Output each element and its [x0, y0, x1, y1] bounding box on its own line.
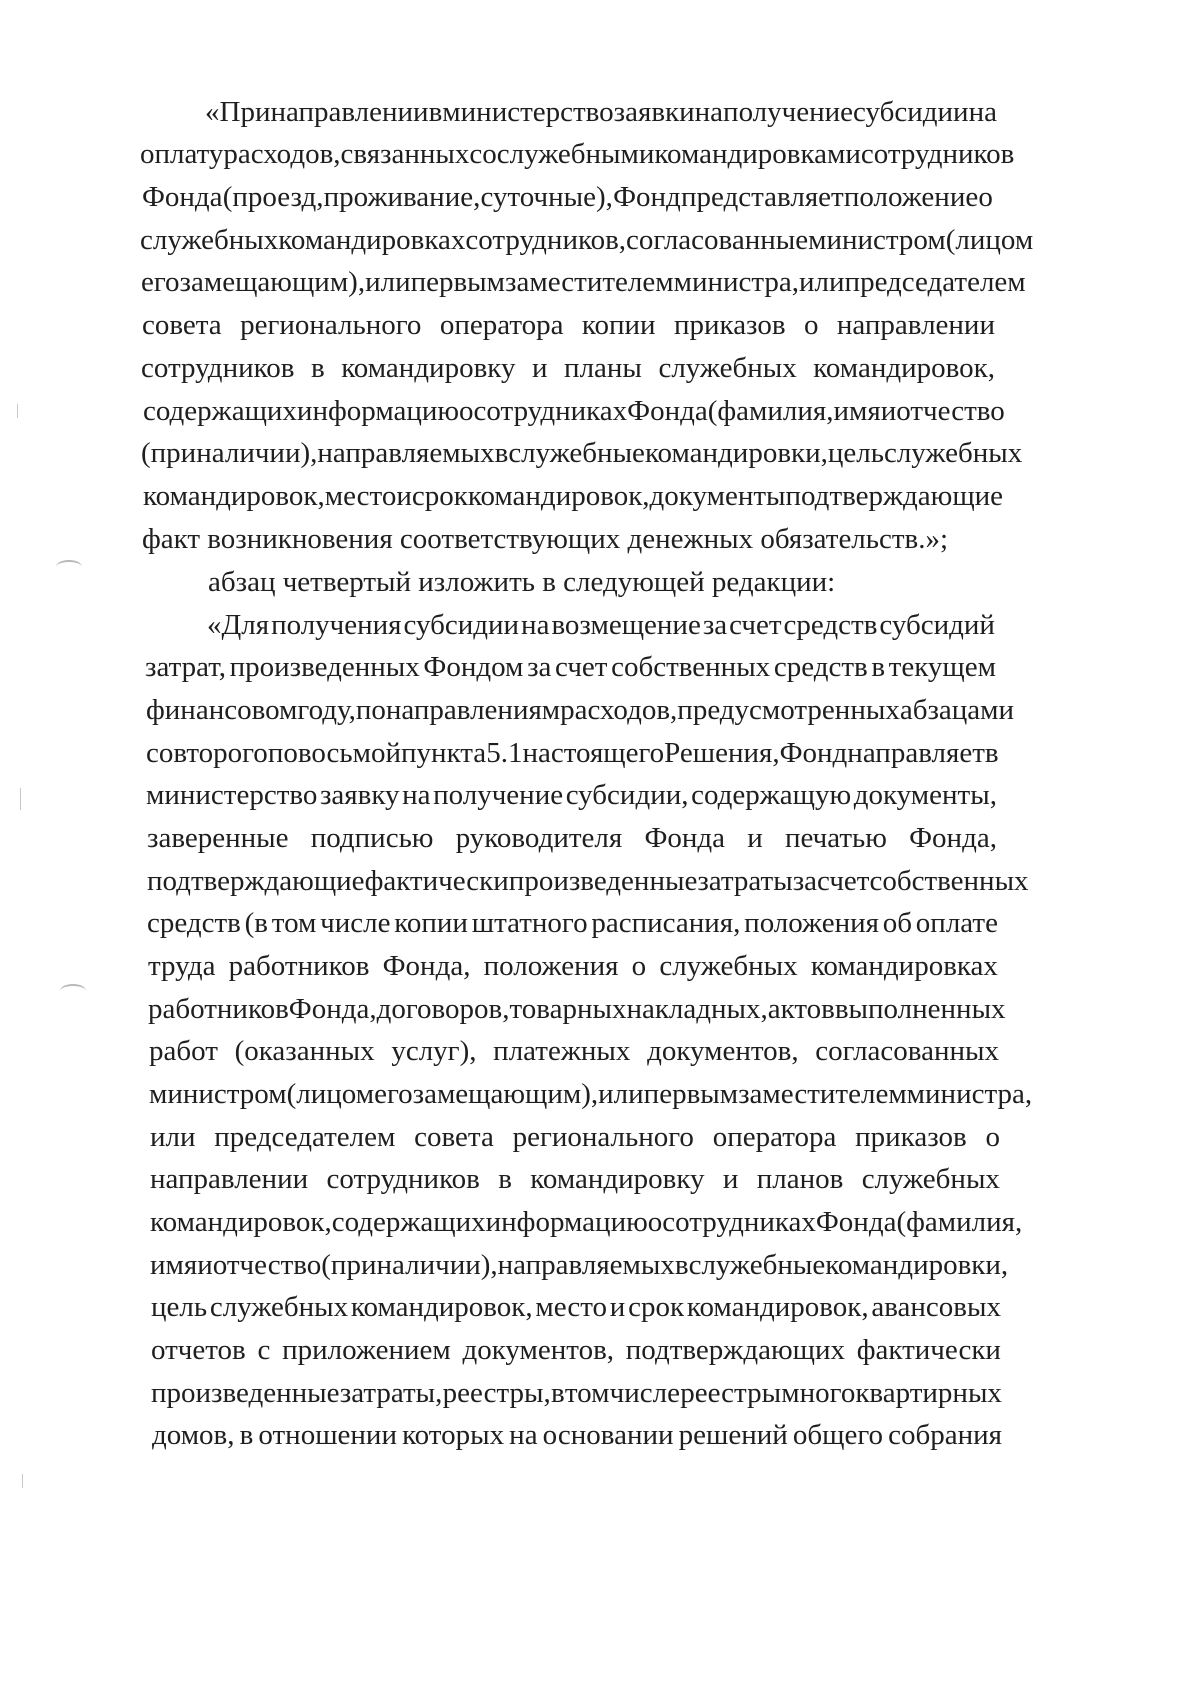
text-line: факт возникновения соответствующих денежных обязательств.»; [142, 523, 949, 555]
scan-edge-mark [17, 404, 18, 418]
text-line: его замещающим), или первым заместителем министра, или председателем [141, 266, 1026, 298]
text-line: направлении сотрудников в командировку и планов служебных [150, 1163, 1000, 1195]
text-line: труда работников Фонда, положения о служебных командировках [148, 950, 998, 982]
text-line: командировок, место и срок командировок, документы подтверждающие [143, 480, 1004, 512]
text-line: «При направлении в министерство заявки на получение субсидии на [205, 96, 997, 128]
text-line: оплату расходов, связанных со служебными командировками сотрудников [140, 138, 1015, 170]
text-line: (при наличии), направляемых в служебные командировки, цель служебных [141, 437, 1023, 469]
text-line: совета регионального оператора копии приказов о направлении [142, 309, 995, 341]
text-line: работников Фонда, договоров, товарных накладных, актов выполненных [148, 993, 1006, 1025]
binder-hole-mark [56, 560, 82, 574]
text-line: отчетов с приложением документов, подтверждающих фактически [151, 1334, 1001, 1366]
text-line: заверенные подписью руководителя Фонда и печатью Фонда, [147, 822, 997, 854]
text-line: сотрудников в командировку и планы служебных командировок, [141, 352, 995, 384]
text-line: или председателем совета регионального оператора приказов о [150, 1121, 1000, 1153]
text-line: Фонда (проезд, проживание, суточные), Фонд представляет положение о [142, 181, 993, 213]
text-line: домов, в отношении которых на основании решений общего собрания [152, 1419, 1002, 1451]
text-line: министром (лицом его замещающим), или первым заместителем министра, [149, 1078, 1033, 1110]
text-line: финансовом году, по направлениям расходов, предусмотренных абзацами [146, 694, 1015, 726]
text-line: командировок, содержащих информацию о сотрудниках Фонда (фамилия, [150, 1206, 1023, 1238]
scan-edge-mark [22, 1474, 23, 1488]
text-line: цель служебных командировок, место и срок командировок, авансовых [151, 1291, 1001, 1323]
text-line: со второго по восьмой пункта 5.1 настоящего Решения, Фонд направляет в [146, 737, 999, 769]
text-line: «Для получения субсидии на возмещение за счет средств субсидий [207, 609, 995, 641]
text-line: произведенные затраты, реестры, в том числе реестры многоквартирных [151, 1377, 1002, 1409]
binder-hole-mark [60, 984, 86, 998]
text-line: служебных командировках сотрудников, согласованные министром (лицом [140, 224, 1034, 256]
text-line: работ (оказанных услуг), платежных документов, согласованных [149, 1035, 999, 1067]
text-line: подтверждающие фактически произведенные затраты за счет собственных [147, 865, 1029, 897]
text-line: абзац четвертый изложить в следующей редакции: [208, 566, 836, 598]
text-line: имя и отчество (при наличии), направляемых в служебные командировки, [150, 1249, 1009, 1281]
text-line: министерство заявку на получение субсидии, содержащую документы, [146, 779, 997, 811]
text-line: затрат, произведенных Фондом за счет собственных средств в текущем [145, 651, 996, 683]
text-line: содержащих информацию о сотрудниках Фонда (фамилия, имя и отчество [143, 395, 1005, 427]
scan-edge-mark [20, 788, 21, 810]
text-line: средств (в том числе копии штатного расписания, положения об оплате [147, 907, 998, 939]
